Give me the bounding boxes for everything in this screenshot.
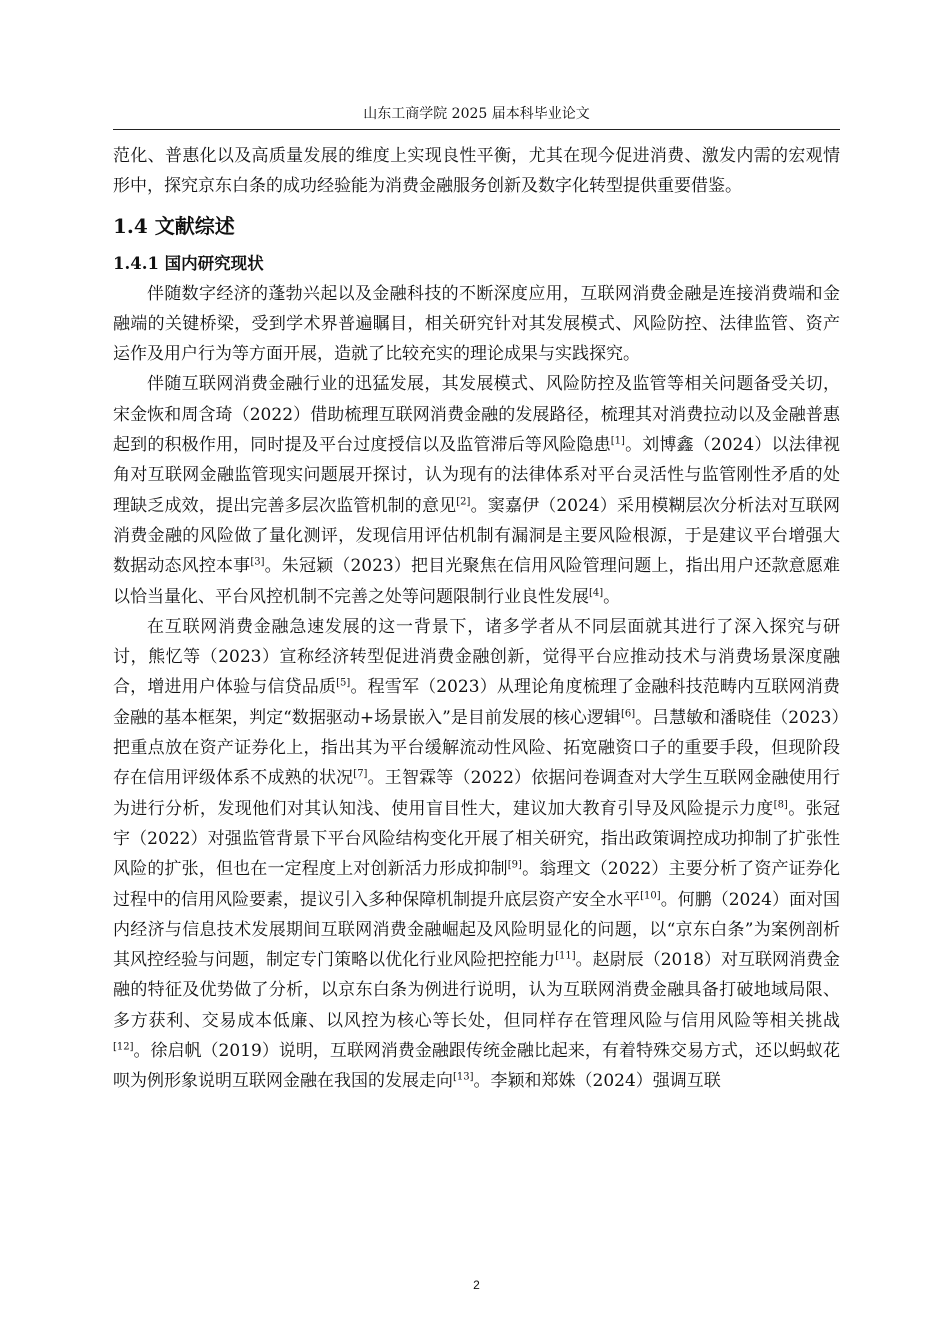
- subsection-heading: 1.4.1 国内研究现状: [113, 253, 264, 273]
- text-run: 。刘博鑫（2024）以法律视角对互联网金融监管现实问题展开探讨，认为现有的法律体系对平台灵活性与监管刚性矛盾的处理缺乏成效，提出完善多层次监管机制的意见: [113, 435, 841, 516]
- citation-ref: [4]: [589, 586, 604, 598]
- section-heading: 1.4 文献综述: [113, 213, 235, 238]
- paragraph-1: 伴随数字经济的蓬勃兴起以及金融科技的不断深度应用，互联网消费金融是连接消费端和金融端的关键桥梁，受到学术界普遍瞩目，相关研究针对其发展模式、风险防控、法律监管、资产运作及用户行为等方面开展，造就了比较充实的理论成果与实践探究。: [113, 283, 840, 365]
- text-run: 。张冠宇（2022）对强监管背景下平台风险结构变化开展了相关研究，指出政策调控成功抑制了扩张性风险的扩张，但也在一定程度上对创新活力形成抑制: [113, 798, 841, 880]
- text-run: 。李颖和郑姝（2024）强调互联: [473, 1071, 721, 1092]
- citation-ref: [12]: [113, 1041, 134, 1053]
- intro-paragraph: 范化、普惠化以及高质量发展的维度上实现良性平衡，尤其在现今促进消费、激发内需的宏观情形中，探究京东白条的成功经验能为消费金融服务创新及数字化转型提供重要借鉴。: [113, 146, 840, 197]
- text-run: 。窦嘉伊（2024）采用模糊层次分析法对互联网消费金融的风险做了量化测评，发现信用评估机制有漏洞是主要风险根源，于是建议平台增强大数据动态风控本事: [113, 495, 840, 577]
- text-run: 伴随互联网消费金融行业的迅猛发展，其发展模式、风险防控及监管等相关问题备受关切，宋金恢和周含琦（2022）借助梳理互联网消费金融的发展路径，梳理其对消费拉动以及金融普惠起到的积极作用，同时提及平台过度授信以及监管滞后等风险隐患: [113, 374, 840, 456]
- citation-ref: [1]: [610, 435, 625, 447]
- text-run: 。何鹏（2024）面对国内经济与信息技术发展期间互联网消费金融崛起及风险明显化的问题，以“京东白条”为案例剖析其风控经验与问题，制定专门策略以优化行业风险把控能力: [113, 889, 840, 971]
- text-run: 。赵尉辰（2018）对互联网消费金融的特征及优势做了分析，以京东白条为例进行说明，认为互联网消费金融具备打破地域局限、多方获利、交易成本低廉、以风控为核心等长处，但同样存在管理风险与信用风险等相关挑战: [113, 950, 841, 1031]
- citation-ref: [8]: [773, 798, 788, 810]
- citation-ref: [9]: [507, 859, 522, 871]
- page-number: 2: [473, 1278, 480, 1292]
- citation-ref: [7]: [353, 768, 368, 780]
- text-run: 。朱冠颖（2023）把目光聚焦在信用风险管理问题上，指出用户还款意愿难以恰当量化、平台风控机制不完善之处等问题限制行业良性发展: [113, 556, 840, 607]
- citation-ref: [13]: [453, 1071, 474, 1083]
- citation-ref: [3]: [250, 556, 265, 568]
- citation-ref: [11]: [555, 950, 576, 962]
- text-run: 。: [603, 586, 621, 607]
- text-run: 。王智霖等（2022）依据问卷调查对大学生互联网金融使用行为进行分析，发现他们对其认知浅、使用盲目性大，建议加大教育引导及风险提示力度: [113, 768, 840, 819]
- text-run: 在互联网消费金融急速发展的这一背景下，诸多学者从不同层面就其进行了深入探究与研讨，熊忆等（2023）宣称经济转型促进消费金融创新，觉得平台应推动技术与消费场景深度融合，增进用户体验与信贷品质: [113, 616, 840, 698]
- citation-ref: [10]: [640, 889, 661, 901]
- text-run: 。吕慧敏和潘晓佳（2023）把重点放在资产证券化上，指出其为平台缓解流动性风险、拓宽融资口子的重要手段，但现阶段存在信用评级体系不成熟的状况: [113, 707, 841, 789]
- header-divider: [113, 129, 840, 130]
- citation-ref: [2]: [456, 496, 471, 508]
- citation-ref: [6]: [620, 708, 636, 720]
- running-header: 山东工商学院 2025 届本科毕业论文: [363, 106, 590, 122]
- paragraph-2: [113, 369, 840, 611]
- page-body: [113, 141, 840, 1097]
- text-run: 。程雪军（2023）从理论角度梳理了金融科技范畴内互联网消费金融的基本框架，判定“数据驱动+场景嵌入”是目前发展的核心逻辑: [113, 677, 841, 728]
- paragraph-3: [113, 612, 840, 1097]
- citation-ref: [5]: [336, 677, 351, 689]
- text-run: 。翁理文（2022）主要分析了资产证券化过程中的信用风险要素，提议引入多种保障机制提升底层资产安全水平: [113, 859, 841, 910]
- text-run: 。徐启帆（2019）说明，互联网消费金融跟传统金融比起来，有着特殊交易方式，还以蚂蚁花呗为例形象说明互联网金融在我国的发展走向: [113, 1041, 840, 1092]
